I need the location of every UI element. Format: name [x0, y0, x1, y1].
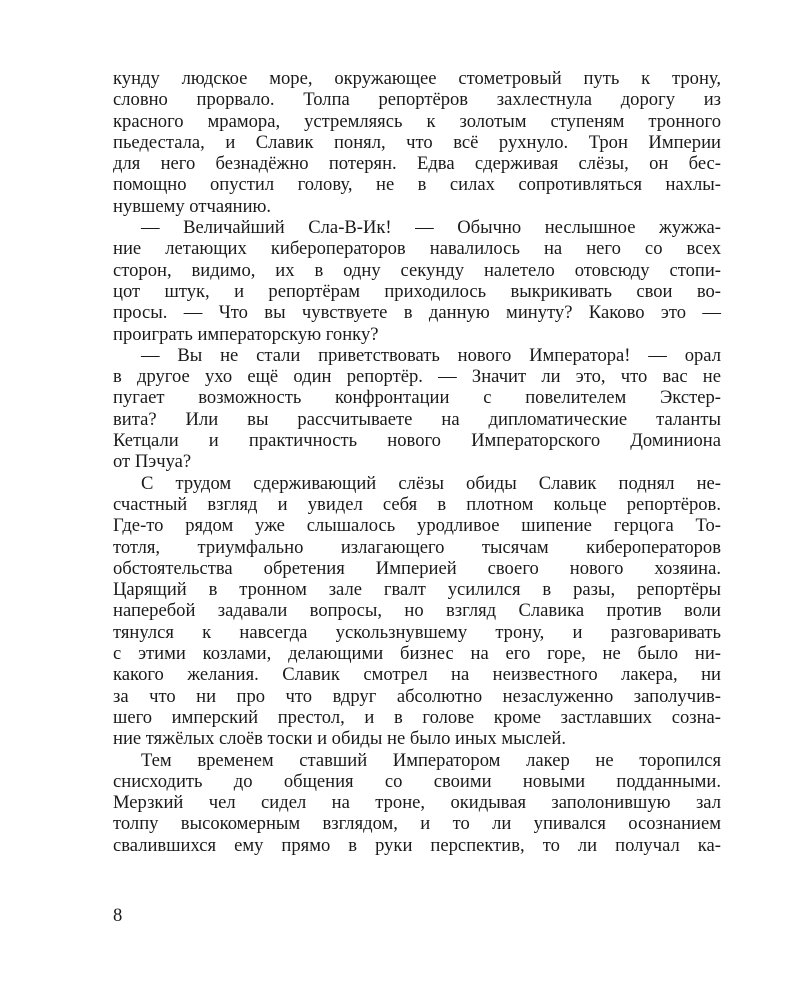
text-line: шего имперский престол, и в голове кроме застлавших созна-: [113, 706, 721, 728]
text-line: ние тяжёлых слоёв тоски и обиды не было иных мыслей.: [113, 728, 567, 750]
text-line: обстоятельства обретения Империей своего нового хозяина.: [113, 557, 721, 579]
text-line: — Величайший Сла-В-Ик! — Обычно неслышное жужжа-: [141, 217, 721, 239]
text-line: красного мрамора, устремляясь к золотым ступеням тронного: [113, 110, 721, 132]
page-text: [113, 68, 721, 856]
text-line: кунду людское море, окружающее стометровый путь к трону,: [113, 68, 721, 89]
text-line: просы. — Что вы чувствуете в данную минуту? Каково это —: [113, 302, 721, 324]
text-line: для него безнадёжно потерян. Едва сдерживая слёзы, он бес-: [113, 153, 721, 175]
text-line: какого желания. Славик смотрел на неизвестного лакера, ни: [113, 664, 721, 686]
text-line: С трудом сдерживающий слёзы обиды Славик поднял не-: [141, 472, 721, 494]
text-line: свалившихся ему прямо в руки перспектив, то ли получал ка-: [113, 834, 721, 856]
text-line: нувшему отчаянию.: [113, 195, 272, 217]
text-line: в другое ухо ещё один репортёр. — Значит ли это, что вас не: [113, 366, 721, 388]
text-line: снисходить до общения со своими новыми подданными.: [113, 770, 721, 792]
text-line: помощно опустил голову, не в силах сопротивляться нахлы-: [113, 174, 721, 196]
text-line: тотля, триумфально излагающего тысячам кибероператоров: [113, 536, 721, 558]
text-line: толпу высокомерным взглядом, и то ли упивался осознанием: [113, 813, 721, 835]
text-line: Где-то рядом уже слышалось уродливое шипение герцога То-: [113, 515, 721, 537]
text-line: словно прорвало. Толпа репортёров захлестнула дорогу из: [113, 89, 721, 111]
text-line: Тем временем ставший Императором лакер не торопился: [141, 749, 721, 771]
text-line: за что ни про что вдруг абсолютно незаслуженно заполучив-: [113, 685, 721, 707]
text-line: — Вы не стали приветствовать нового Императора! — орал: [141, 344, 721, 366]
text-line: пугает возможность конфронтации с повелителем Экстер-: [113, 387, 721, 409]
text-line: цот штук, и репортёрам приходилось выкрикивать свои во-: [113, 280, 721, 302]
text-line: Мерзкий чел сидел на троне, окидывая заполонившую зал: [113, 792, 721, 814]
text-line: сторон, видимо, их в одну секунду налетело отовсюду стопи-: [113, 259, 721, 281]
text-line: Царящий в тронном зале гвалт усилился в разы, репортёры: [113, 579, 721, 601]
text-line: от Пэчуа?: [113, 451, 192, 473]
text-line: счастный взгляд и увидел себя в плотном кольце репортёров.: [113, 493, 721, 515]
text-line: тянулся к навсегда ускользнувшему трону, и разговаривать: [113, 621, 721, 643]
text-line: ние летающих кибероператоров навалилось на него со всех: [113, 238, 721, 260]
text-line: вита? Или вы рассчитываете на дипломатические таланты: [113, 408, 721, 430]
text-line: пьедестала, и Славик понял, что всё рухнуло. Трон Империи: [113, 131, 721, 153]
text-line: с этими козлами, делающими бизнес на его горе, не было ни-: [113, 643, 721, 665]
text-line: проиграть императорскую гонку?: [113, 323, 379, 345]
page-number: 8: [113, 905, 123, 926]
text-line: Кетцали и практичность нового Императорского Доминиона: [113, 430, 721, 452]
text-line: наперебой задавали вопросы, но взгляд Славика против воли: [113, 600, 721, 622]
